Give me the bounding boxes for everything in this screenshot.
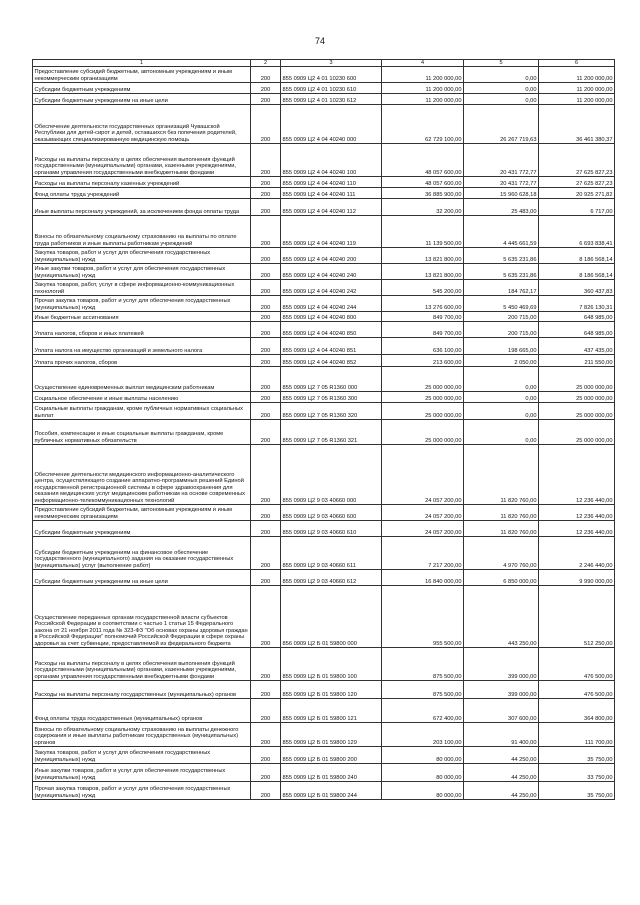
table-row [33, 264, 615, 280]
line-code: 200 [251, 312, 281, 322]
executed-amount: 26 267 719,63 [464, 105, 539, 144]
page-number: 74 [314, 36, 325, 46]
executed-amount: 184 762,17 [464, 280, 539, 296]
expenditure-name: Субсидии бюджетным учреждениям на иные цели [33, 570, 251, 586]
expenditure-name: Субсидии бюджетным учреждениям [33, 83, 251, 94]
line-code: 200 [251, 648, 281, 681]
column-header: 3 [281, 60, 382, 67]
executed-amount: 399 000,00 [464, 648, 539, 681]
expenditure-name: Фонд оплаты труда государственных (муниципальных) органов [33, 699, 251, 723]
approved-amount: 13 821 800,00 [382, 264, 464, 280]
expenditure-name: Расходы на выплаты персоналу в целях обеспечения выполнения функций государственными (муниципальными) органами, казенными учреждениями, органами управления государственными внебюджетными фондами [33, 144, 251, 177]
unexecuted-amount: 25 000 000,00 [539, 392, 615, 403]
expenditure-name: Предоставление субсидий бюджетным, автономным учреждениям и иным некоммерческим организациям [33, 67, 251, 83]
line-code: 200 [251, 403, 281, 420]
expenditure-name: Иные закупки товаров, работ и услуг для обеспечения государственных (муниципальных) нужд [33, 264, 251, 280]
table-row [33, 521, 615, 537]
approved-amount: 13 821 800,00 [382, 248, 464, 264]
executed-amount: 200 715,00 [464, 322, 539, 338]
table-row [33, 83, 615, 94]
executed-amount: 0,00 [464, 67, 539, 83]
budget-classification-code: 855 0909 Ц2 9 03 40660 611 [281, 537, 382, 570]
budget-classification-code: 855 0909 Ц2 7 05 R1360 321 [281, 420, 382, 445]
line-code: 200 [251, 764, 281, 782]
approved-amount: 11 139 500,00 [382, 216, 464, 248]
column-number-row [33, 60, 615, 67]
executed-amount: 5 635 231,86 [464, 264, 539, 280]
budget-classification-code: 855 0909 Ц2 4 04 40240 110 [281, 177, 382, 188]
approved-amount: 7 217 200,00 [382, 537, 464, 570]
unexecuted-amount: 9 990 000,00 [539, 570, 615, 586]
unexecuted-amount: 648 985,00 [539, 322, 615, 338]
table-row [33, 570, 615, 586]
column-header: 2 [251, 60, 281, 67]
line-code: 200 [251, 338, 281, 355]
expenditure-name: Осуществление переданных органам государственной власти субъектов Российской Федерации в соответствии с частью 1 статьи 15 Федерального закона от 21 ноября 2011 года № 323-ФЗ "Об основах охраны здоровья граждан в Российской Федерации" полномочий Российской Федерации в сфере охраны здоровья за счет субвенции, предоставляемой из федерального бюджета [33, 586, 251, 648]
approved-amount: 16 840 000,00 [382, 570, 464, 586]
budget-classification-code: 855 0909 Ц2 4 01 10230 610 [281, 83, 382, 94]
line-code: 200 [251, 322, 281, 338]
line-code: 200 [251, 105, 281, 144]
line-code: 200 [251, 355, 281, 367]
table-row [33, 322, 615, 338]
approved-amount: 11 200 000,00 [382, 83, 464, 94]
unexecuted-amount: 8 186 568,14 [539, 264, 615, 280]
expenditure-name: Прочая закупка товаров, работ и услуг для обеспечения государственных (муниципальных) нужд [33, 782, 251, 800]
executed-amount: 0,00 [464, 420, 539, 445]
budget-classification-code: 855 0909 Ц2 4 04 40240 851 [281, 338, 382, 355]
approved-amount: 32 200,00 [382, 199, 464, 216]
table-row [33, 144, 615, 177]
approved-amount: 13 276 600,00 [382, 296, 464, 312]
approved-amount: 849 700,00 [382, 312, 464, 322]
approved-amount: 955 500,00 [382, 586, 464, 648]
expenditure-name: Предоставление субсидий бюджетным, автономным учреждениям и иным некоммерческим организациям [33, 505, 251, 521]
table-row [33, 723, 615, 747]
table-row [33, 681, 615, 699]
expenditure-name: Уплата налогов, сборов и иных платежей [33, 322, 251, 338]
executed-amount: 11 820 760,00 [464, 505, 539, 521]
expenditure-name: Уплата налога на имущество организаций и земельного налога [33, 338, 251, 355]
table-row [33, 699, 615, 723]
budget-classification-code: 855 0909 Ц2 4 04 40240 200 [281, 248, 382, 264]
line-code: 200 [251, 445, 281, 505]
unexecuted-amount: 12 236 440,00 [539, 505, 615, 521]
line-code: 200 [251, 67, 281, 83]
executed-amount: 11 820 760,00 [464, 521, 539, 537]
approved-amount: 24 057 200,00 [382, 445, 464, 505]
line-code: 200 [251, 248, 281, 264]
line-code: 200 [251, 681, 281, 699]
budget-classification-code: 855 0909 Ц2 4 04 40240 112 [281, 199, 382, 216]
expenditure-name: Иные закупки товаров, работ и услуг для обеспечения государственных (муниципальных) нужд [33, 764, 251, 782]
table-row [33, 420, 615, 445]
budget-classification-code: 855 0909 Ц2 7 05 R1360 300 [281, 392, 382, 403]
budget-classification-code: 855 0909 Ц2 9 03 40660 612 [281, 570, 382, 586]
table-row [33, 782, 615, 800]
unexecuted-amount: 27 625 827,23 [539, 144, 615, 177]
approved-amount: 62 729 100,00 [382, 105, 464, 144]
line-code: 200 [251, 570, 281, 586]
budget-classification-code: 855 0909 Ц2 Б 01 59800 100 [281, 648, 382, 681]
budget-classification-code: 855 0909 Ц2 4 04 40240 244 [281, 296, 382, 312]
approved-amount: 25 000 000,00 [382, 420, 464, 445]
approved-amount: 24 057 200,00 [382, 505, 464, 521]
expenditure-name: Субсидии бюджетным учреждениям на финансовое обеспечение государственного (муниципального) задания на оказание государственных (муниципальных) услуг (выполнение работ) [33, 537, 251, 570]
budget-classification-code: 855 0909 Ц2 4 01 10230 600 [281, 67, 382, 83]
unexecuted-amount: 6 717,00 [539, 199, 615, 216]
line-code: 200 [251, 177, 281, 188]
unexecuted-amount: 111 700,00 [539, 723, 615, 747]
line-code: 200 [251, 264, 281, 280]
unexecuted-amount: 2 246 440,00 [539, 537, 615, 570]
expenditure-name: Расходы на выплаты персоналу государственных (муниципальных) органов [33, 681, 251, 699]
budget-classification-code: 855 0909 Ц2 Б 01 59800 244 [281, 782, 382, 800]
expenditure-name: Закупка товаров, работ и услуг для обеспечения государственных (муниципальных) нужд [33, 248, 251, 264]
table-row [33, 338, 615, 355]
expenditure-name: Фонд оплаты труда учреждений [33, 188, 251, 199]
expenditure-name: Расходы на выплаты персоналу в целях обеспечения выполнения функций государственными (муниципальными) органами, казенными учреждениями, органами управления государственными внебюджетными фондами [33, 648, 251, 681]
budget-table [32, 59, 615, 800]
unexecuted-amount: 35 750,00 [539, 747, 615, 764]
unexecuted-amount: 20 925 271,82 [539, 188, 615, 199]
table-row [33, 177, 615, 188]
approved-amount: 672 400,00 [382, 699, 464, 723]
executed-amount: 0,00 [464, 367, 539, 392]
table-row [33, 67, 615, 83]
executed-amount: 20 431 772,77 [464, 144, 539, 177]
expenditure-name: Социальные выплаты гражданам, кроме публичных нормативных социальных выплат [33, 403, 251, 420]
budget-classification-code: 855 0909 Ц2 4 04 40240 111 [281, 188, 382, 199]
executed-amount: 443 250,00 [464, 586, 539, 648]
line-code: 200 [251, 586, 281, 648]
executed-amount: 91 400,00 [464, 723, 539, 747]
table-row [33, 216, 615, 248]
column-header: 1 [33, 60, 251, 67]
executed-amount: 15 960 628,18 [464, 188, 539, 199]
table-row [33, 392, 615, 403]
budget-classification-code: 855 0909 Ц2 9 03 40660 600 [281, 505, 382, 521]
executed-amount: 44 250,00 [464, 782, 539, 800]
executed-amount: 0,00 [464, 392, 539, 403]
approved-amount: 213 600,00 [382, 355, 464, 367]
table-row [33, 747, 615, 764]
approved-amount: 25 000 000,00 [382, 392, 464, 403]
budget-classification-code: 855 0909 Ц2 7 05 R1360 000 [281, 367, 382, 392]
unexecuted-amount: 11 200 000,00 [539, 67, 615, 83]
expenditure-name: Осуществление единовременных выплат медицинским работникам [33, 367, 251, 392]
table-row [33, 94, 615, 105]
executed-amount: 4 970 760,00 [464, 537, 539, 570]
expenditure-name: Субсидии бюджетным учреждениям [33, 521, 251, 537]
line-code: 200 [251, 521, 281, 537]
unexecuted-amount: 12 236 440,00 [539, 521, 615, 537]
table-row [33, 355, 615, 367]
expenditure-name: Обеспечение деятельности государственных организаций Чувашской Республики для детей-сирот и детей, оставшихся без попечения родителей, оказывающих специализированную медицинскую помощь [33, 105, 251, 144]
executed-amount: 2 050,00 [464, 355, 539, 367]
budget-classification-code: 855 0909 Ц2 9 03 40660 000 [281, 445, 382, 505]
executed-amount: 44 250,00 [464, 747, 539, 764]
approved-amount: 11 200 000,00 [382, 67, 464, 83]
executed-amount: 20 431 772,77 [464, 177, 539, 188]
approved-amount: 80 000,00 [382, 782, 464, 800]
unexecuted-amount: 33 750,00 [539, 764, 615, 782]
executed-amount: 200 715,00 [464, 312, 539, 322]
expenditure-name: Иные бюджетные ассигнования [33, 312, 251, 322]
budget-classification-code: 855 0909 Ц2 4 04 40240 119 [281, 216, 382, 248]
unexecuted-amount: 6 693 838,41 [539, 216, 615, 248]
table-row [33, 105, 615, 144]
unexecuted-amount: 211 550,00 [539, 355, 615, 367]
unexecuted-amount: 512 250,00 [539, 586, 615, 648]
unexecuted-amount: 27 625 827,23 [539, 177, 615, 188]
expenditure-name: Обеспечение деятельности медицинского информационно-аналитического центра, осуществляющего создание аппаратно-программных решений Единой государственной регистрационной системы в сфере здравоохранения для оказания медицинских услуг медицинским работникам на основе современных информационно-телекоммуникационных технологий [33, 445, 251, 505]
unexecuted-amount: 476 500,00 [539, 648, 615, 681]
unexecuted-amount: 25 000 000,00 [539, 367, 615, 392]
approved-amount: 25 000 000,00 [382, 367, 464, 392]
expenditure-name: Уплата прочих налогов, сборов [33, 355, 251, 367]
line-code: 200 [251, 94, 281, 105]
unexecuted-amount: 476 500,00 [539, 681, 615, 699]
unexecuted-amount: 364 800,00 [539, 699, 615, 723]
expenditure-name: Взносы по обязательному социальному страхованию на выплаты по оплате труда работников и иные выплаты работникам учреждений [33, 216, 251, 248]
line-code: 200 [251, 216, 281, 248]
budget-classification-code: 855 0909 Ц2 Б 01 59800 121 [281, 699, 382, 723]
column-header: 5 [464, 60, 539, 67]
table-row [33, 248, 615, 264]
line-code: 200 [251, 505, 281, 521]
line-code: 200 [251, 83, 281, 94]
table-row [33, 445, 615, 505]
approved-amount: 875 500,00 [382, 648, 464, 681]
executed-amount: 44 250,00 [464, 764, 539, 782]
approved-amount: 875 500,00 [382, 681, 464, 699]
budget-classification-code: 855 0909 Ц2 Б 01 59800 240 [281, 764, 382, 782]
unexecuted-amount: 36 461 380,37 [539, 105, 615, 144]
unexecuted-amount: 360 437,83 [539, 280, 615, 296]
line-code: 200 [251, 782, 281, 800]
executed-amount: 5 450 469,69 [464, 296, 539, 312]
unexecuted-amount: 7 826 130,31 [539, 296, 615, 312]
budget-classification-code: 855 0909 Ц2 Б 01 59800 120 [281, 681, 382, 699]
approved-amount: 80 000,00 [382, 764, 464, 782]
expenditure-name: Закупка товаров, работ и услуг для обеспечения государственных (муниципальных) нужд [33, 747, 251, 764]
expenditure-name: Взносы по обязательному социальному страхованию на выплаты денежного содержания и иные выплаты работникам государственных (муниципальных) органов [33, 723, 251, 747]
line-code: 200 [251, 537, 281, 570]
table-row [33, 367, 615, 392]
executed-amount: 198 665,00 [464, 338, 539, 355]
line-code: 200 [251, 699, 281, 723]
approved-amount: 11 200 000,00 [382, 94, 464, 105]
expenditure-name: Прочая закупка товаров, работ и услуг для обеспечения государственных (муниципальных) нужд [33, 296, 251, 312]
budget-classification-code: 855 0909 Ц2 7 05 R1360 320 [281, 403, 382, 420]
budget-classification-code: 855 0909 Ц2 4 01 10230 612 [281, 94, 382, 105]
executed-amount: 4 445 661,59 [464, 216, 539, 248]
unexecuted-amount: 12 236 440,00 [539, 445, 615, 505]
expenditure-name: Пособия, компенсации и иные социальные выплаты гражданам, кроме публичных нормативных обязательств [33, 420, 251, 445]
approved-amount: 25 000 000,00 [382, 403, 464, 420]
column-header: 6 [539, 60, 615, 67]
table-row [33, 648, 615, 681]
line-code: 200 [251, 367, 281, 392]
approved-amount: 545 200,00 [382, 280, 464, 296]
unexecuted-amount: 437 435,00 [539, 338, 615, 355]
executed-amount: 0,00 [464, 83, 539, 94]
line-code: 200 [251, 280, 281, 296]
budget-classification-code: 855 0909 Ц2 4 04 40240 852 [281, 355, 382, 367]
executed-amount: 0,00 [464, 403, 539, 420]
budget-classification-code: 855 0909 Ц2 9 03 40660 610 [281, 521, 382, 537]
executed-amount: 25 483,00 [464, 199, 539, 216]
executed-amount: 0,00 [464, 94, 539, 105]
line-code: 200 [251, 144, 281, 177]
column-header: 4 [382, 60, 464, 67]
line-code: 200 [251, 199, 281, 216]
unexecuted-amount: 11 200 000,00 [539, 83, 615, 94]
unexecuted-amount: 25 000 000,00 [539, 403, 615, 420]
executed-amount: 307 600,00 [464, 699, 539, 723]
table-row [33, 296, 615, 312]
approved-amount: 203 100,00 [382, 723, 464, 747]
executed-amount: 6 850 000,00 [464, 570, 539, 586]
approved-amount: 636 100,00 [382, 338, 464, 355]
expenditure-name: Расходы на выплаты персоналу казенных учреждений [33, 177, 251, 188]
unexecuted-amount: 25 000 000,00 [539, 420, 615, 445]
budget-classification-code: 855 0909 Ц2 4 04 40240 850 [281, 322, 382, 338]
budget-classification-code: 855 0909 Ц2 Б 01 59800 200 [281, 747, 382, 764]
line-code: 200 [251, 188, 281, 199]
expenditure-name: Субсидии бюджетным учреждениям на иные цели [33, 94, 251, 105]
executed-amount: 5 635 231,86 [464, 248, 539, 264]
expenditure-name: Закупка товаров, работ, услуг в сфере информационно-коммуникационных технологий [33, 280, 251, 296]
line-code: 200 [251, 747, 281, 764]
unexecuted-amount: 35 750,00 [539, 782, 615, 800]
expenditure-name: Иные выплаты персоналу учреждений, за исключением фонда оплаты труда [33, 199, 251, 216]
approved-amount: 24 057 200,00 [382, 521, 464, 537]
executed-amount: 399 000,00 [464, 681, 539, 699]
budget-classification-code: 855 0909 Ц2 4 04 40240 242 [281, 280, 382, 296]
line-code: 200 [251, 723, 281, 747]
table-row [33, 199, 615, 216]
approved-amount: 36 885 900,00 [382, 188, 464, 199]
approved-amount: 80 000,00 [382, 747, 464, 764]
budget-classification-code: 855 0909 Ц2 4 04 40240 800 [281, 312, 382, 322]
table-row [33, 764, 615, 782]
expenditure-name: Социальное обеспечение и иные выплаты населению [33, 392, 251, 403]
table-row [33, 505, 615, 521]
budget-classification-code: 855 0909 Ц2 4 04 40240 240 [281, 264, 382, 280]
budget-classification-code: 856 0909 Ц2 Б 01 59800 000 [281, 586, 382, 648]
line-code: 200 [251, 420, 281, 445]
table-row [33, 403, 615, 420]
line-code: 200 [251, 392, 281, 403]
approved-amount: 48 057 600,00 [382, 177, 464, 188]
table-row [33, 312, 615, 322]
approved-amount: 48 057 600,00 [382, 144, 464, 177]
unexecuted-amount: 8 186 568,14 [539, 248, 615, 264]
approved-amount: 849 700,00 [382, 322, 464, 338]
executed-amount: 11 820 760,00 [464, 445, 539, 505]
line-code: 200 [251, 296, 281, 312]
table-row [33, 586, 615, 648]
budget-classification-code: 855 0909 Ц2 Б 01 59800 129 [281, 723, 382, 747]
unexecuted-amount: 11 200 000,00 [539, 94, 615, 105]
budget-classification-code: 855 0909 Ц2 4 04 40240 100 [281, 144, 382, 177]
unexecuted-amount: 648 985,00 [539, 312, 615, 322]
table-row [33, 280, 615, 296]
table-row [33, 537, 615, 570]
table-row [33, 188, 615, 199]
budget-classification-code: 855 0909 Ц2 4 04 40240 000 [281, 105, 382, 144]
